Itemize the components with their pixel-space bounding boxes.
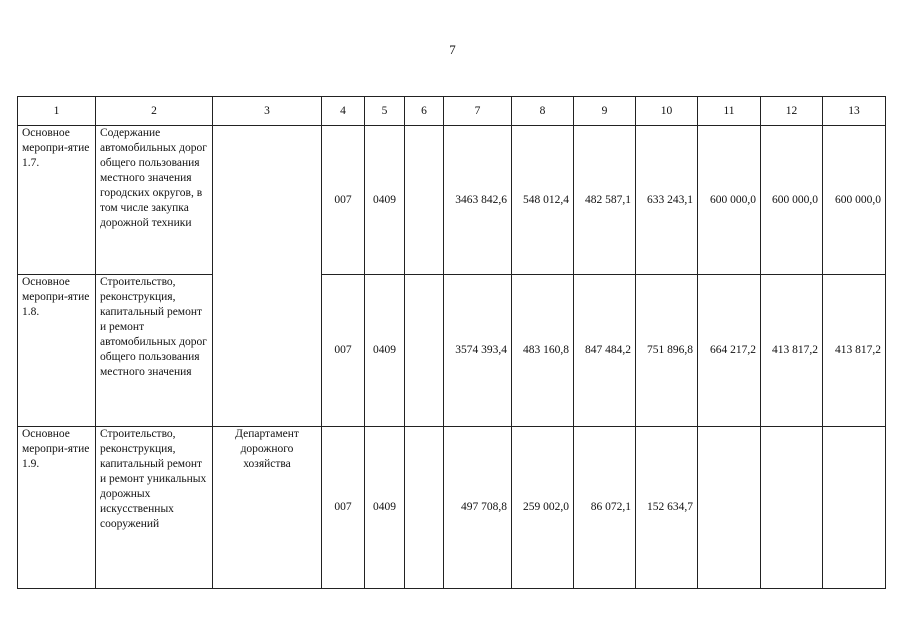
amount-cell: 413 817,2 (823, 275, 886, 427)
column-header: 13 (823, 97, 886, 126)
column-header: 8 (512, 97, 574, 126)
table-row (18, 427, 886, 589)
column-header: 5 (365, 97, 405, 126)
amount-cell: 86 072,1 (574, 427, 636, 589)
column-header: 7 (444, 97, 512, 126)
amount-cell: 497 708,8 (444, 427, 512, 589)
amount-cell: 413 817,2 (761, 275, 823, 427)
amount-cell (823, 427, 886, 589)
section-cell: 0409 (365, 126, 405, 275)
section-cell: 0409 (365, 275, 405, 427)
amount-cell: 259 002,0 (512, 427, 574, 589)
amount-cell: 3574 393,4 (444, 275, 512, 427)
empty-cell (405, 126, 444, 275)
column-header: 11 (698, 97, 761, 126)
amount-cell: 600 000,0 (698, 126, 761, 275)
description-cell: Строительство, реконструкция, капитальный ремонт и ремонт автомобильных дорог общего пользования местного значения (96, 275, 213, 427)
event-cell: Основное меропри-ятие 1.8. (18, 275, 96, 427)
amount-cell: 633 243,1 (636, 126, 698, 275)
event-cell: Основное меропри-ятие 1.7. (18, 126, 96, 275)
column-header: 2 (96, 97, 213, 126)
amount-cell (761, 427, 823, 589)
column-header: 6 (405, 97, 444, 126)
section-cell: 0409 (365, 427, 405, 589)
column-header: 3 (213, 97, 322, 126)
amount-cell: 482 587,1 (574, 126, 636, 275)
amount-cell: 483 160,8 (512, 275, 574, 427)
event-cell: Основное меропри-ятие 1.9. (18, 427, 96, 589)
empty-cell (405, 427, 444, 589)
page-number: 7 (449, 42, 456, 57)
header-row (18, 97, 886, 126)
description-cell: Содержание автомобильных дорог общего пользования местного значения городских округов, в том числе закупка дорожной техники (96, 126, 213, 275)
amount-cell: 751 896,8 (636, 275, 698, 427)
column-header: 9 (574, 97, 636, 126)
amount-cell: 152 634,7 (636, 427, 698, 589)
amount-cell: 600 000,0 (823, 126, 886, 275)
description-cell: Строительство, реконструкция, капитальный ремонт и ремонт уникальных дорожных искусственных сооружений (96, 427, 213, 589)
amount-cell: 600 000,0 (761, 126, 823, 275)
executor-cell: Департамент дорожного хозяйства (213, 427, 322, 589)
empty-cell (405, 275, 444, 427)
table-row (18, 126, 886, 275)
amount-cell (698, 427, 761, 589)
column-header: 1 (18, 97, 96, 126)
executor-cell (213, 126, 322, 427)
table-row (18, 275, 886, 427)
column-header: 4 (322, 97, 365, 126)
amount-cell: 847 484,2 (574, 275, 636, 427)
amount-cell: 3463 842,6 (444, 126, 512, 275)
amount-cell: 548 012,4 (512, 126, 574, 275)
column-header: 12 (761, 97, 823, 126)
budget-table (17, 96, 886, 589)
code-cell: 007 (322, 427, 365, 589)
amount-cell: 664 217,2 (698, 275, 761, 427)
column-header: 10 (636, 97, 698, 126)
code-cell: 007 (322, 275, 365, 427)
code-cell: 007 (322, 126, 365, 275)
